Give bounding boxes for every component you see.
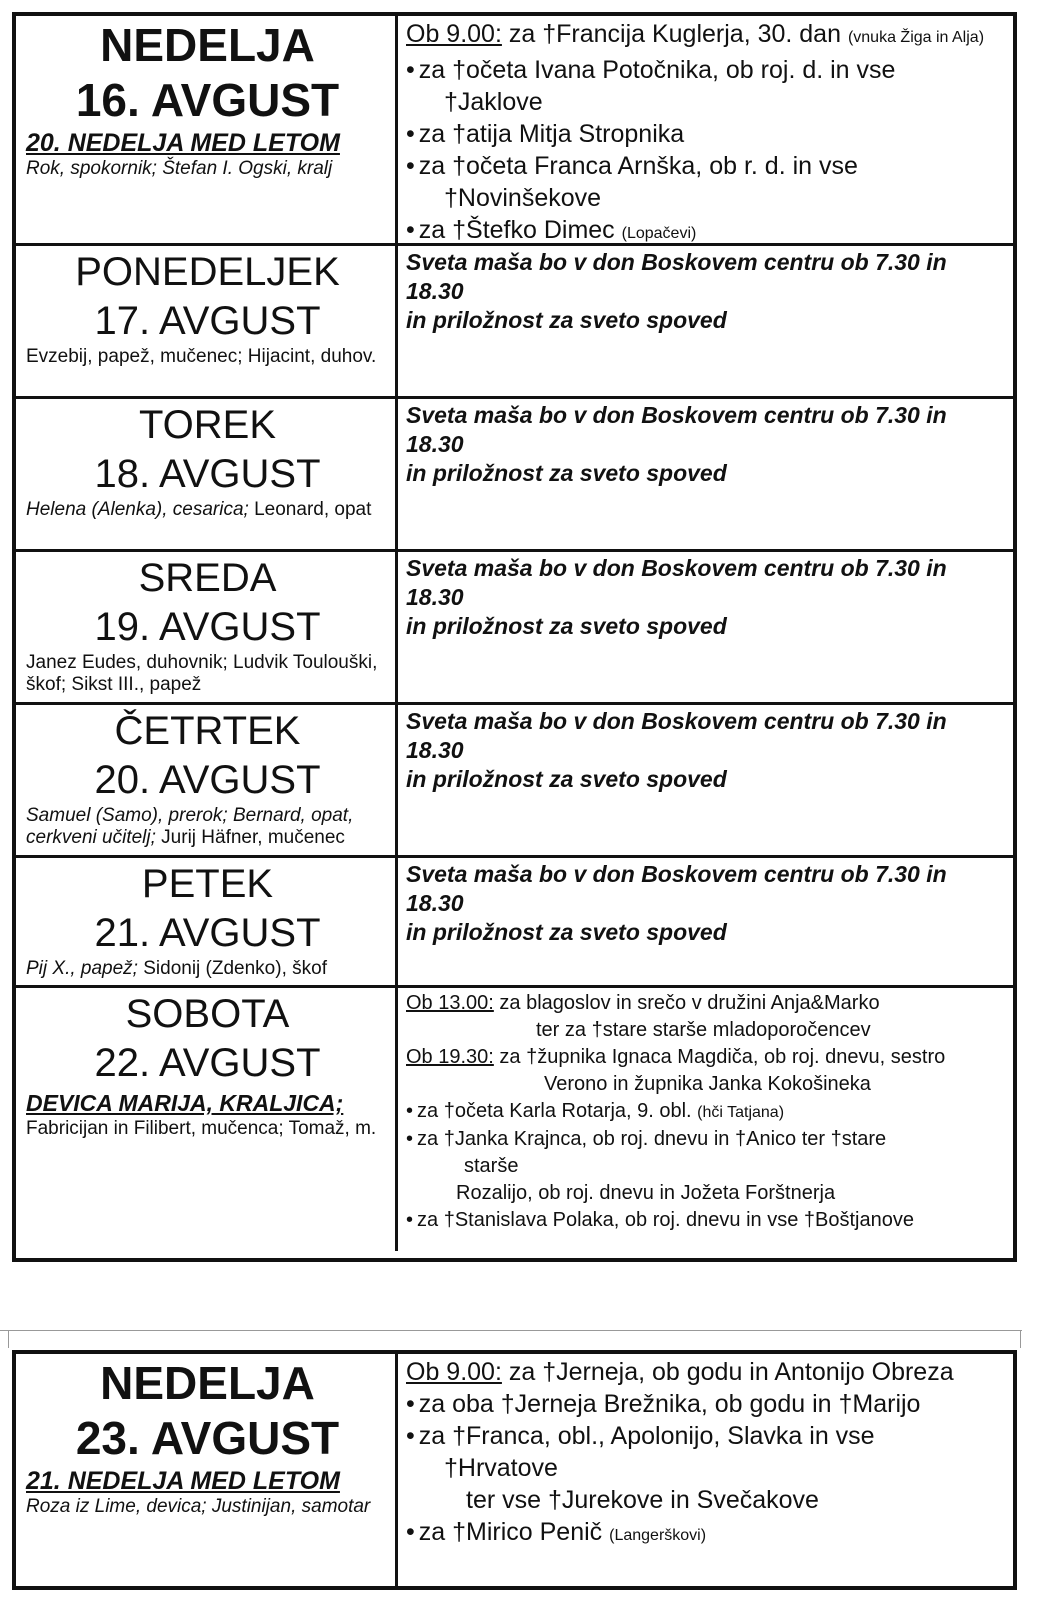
day-cell (16, 705, 398, 855)
mass-cell (398, 1354, 1013, 1586)
mass-line: • za †očeta Karla Rotarja, 9. obl. (hči Tatjana) (406, 1098, 1007, 1126)
saints-of-day: Roza iz Lime, devica; Justinijan, samotar (26, 1496, 371, 1517)
mass-line: Ob 13.00: za blagoslov in srečo v družini Anja&Marko (406, 992, 880, 1014)
feast-title: 21. NEDELJA MED LETOM (26, 1467, 340, 1495)
day-date: 16. AVGUST (75, 74, 340, 126)
mass-schedule-table-next (12, 1350, 1017, 1590)
mass-cell (398, 552, 1013, 702)
confession-line: in priložnost za sveto spoved (406, 307, 727, 333)
mass-cell (398, 988, 1013, 1251)
mass-time: Ob 19.30: (406, 1046, 494, 1068)
confession-line: in priložnost za sveto spoved (406, 919, 727, 945)
day-name: NEDELJA (100, 1357, 315, 1409)
day-date: 20. AVGUST (94, 758, 321, 802)
mass-line: ter vse †Jurekove in Svečakove (466, 1486, 819, 1514)
day-cell (16, 858, 398, 985)
mass-line: Sveta maša bo v don Boskovem centru ob 7.30 in 18.30 (406, 402, 947, 457)
mass-line: starše (464, 1155, 519, 1177)
day-date: 19. AVGUST (94, 605, 321, 649)
mass-line: • za oba †Jerneja Brežnika, ob godu in †Marijo (406, 1388, 1007, 1420)
saints-of-day: Fabricijan in Filibert, mučenca; Tomaž, m. (26, 1118, 377, 1139)
day-name: NEDELJA (100, 19, 315, 71)
table-row (16, 1354, 1013, 1586)
confession-line: in priložnost za sveto spoved (406, 766, 727, 792)
day-date: 22. AVGUST (94, 1041, 321, 1085)
mass-donor-note: (hči Tatjana) (697, 1104, 785, 1121)
day-date: 17. AVGUST (94, 299, 321, 343)
table-row (16, 16, 1013, 246)
mass-cell (398, 16, 1013, 243)
mass-line: Sveta maša bo v don Boskovem centru ob 7.30 in 18.30 (406, 861, 947, 916)
confession-line: in priložnost za sveto spoved (406, 460, 727, 486)
mass-line: Ob 9.00: za †Francija Kuglerja, 30. dan (vnuka Žiga in Alja) (406, 20, 985, 48)
mass-line: Sveta maša bo v don Boskovem centru ob 7.30 in 18.30 (406, 708, 947, 763)
feast-title: 20. NEDELJA MED LETOM (26, 129, 340, 157)
day-name: ČETRTEK (114, 709, 301, 753)
saints-of-day: Rok, spokornik; Štefan I. Ogski, kralj (26, 158, 333, 179)
mass-time: Ob 9.00: (406, 1358, 502, 1386)
mass-line: †Jaklove (444, 88, 543, 116)
day-cell (16, 988, 398, 1251)
mass-time: Ob 9.00: (406, 20, 502, 48)
mass-line: • za †očeta Ivana Potočnika, ob roj. d. in vse (406, 54, 1007, 86)
day-cell (16, 16, 398, 243)
mass-cell (398, 705, 1013, 855)
saints-of-day: Helena (Alenka), cesarica; Leonard, opat (26, 499, 372, 520)
day-name: PONEDELJEK (75, 250, 340, 294)
page-separator-tick (8, 1330, 9, 1348)
day-name: SREDA (138, 556, 277, 600)
mass-cell (398, 246, 1013, 396)
saints-of-day: Janez Eudes, duhovnik; Ludvik Toulouški, škof; Sikst III., papež (26, 652, 378, 695)
mass-donor-note: (Langerškovi) (609, 1527, 707, 1544)
table-row (16, 399, 1013, 552)
mass-time: Ob 13.00: (406, 992, 494, 1014)
mass-line: ter za †stare starše mladoporočencev (536, 1019, 871, 1041)
confession-line: in priložnost za sveto spoved (406, 613, 727, 639)
table-row (16, 705, 1013, 858)
mass-line: • za †Franca, obl., Apolonijo, Slavka in vse (406, 1420, 1007, 1452)
day-cell (16, 1354, 398, 1586)
mass-line: Ob 9.00: za †Jerneja, ob godu in Antonijo Obreza (406, 1358, 954, 1386)
saints-of-day: Samuel (Samo), prerok; Bernard, opat, cerkveni učitelj; Jurij Häfner, mučenec (26, 805, 354, 848)
mass-line: Sveta maša bo v don Boskovem centru ob 7.30 in 18.30 (406, 555, 947, 610)
mass-donor-note: (Lopačevi) (621, 225, 697, 242)
day-date: 21. AVGUST (94, 911, 321, 955)
page-separator (0, 1330, 1022, 1331)
table-row (16, 988, 1013, 1251)
table-row (16, 246, 1013, 399)
mass-line: • za †Štefko Dimec (Lopačevi) (406, 214, 1007, 243)
feast-title: DEVICA MARIJA, KRALJICA; (26, 1090, 344, 1116)
day-date: 23. AVGUST (75, 1412, 340, 1464)
mass-line: • za †Mirico Penič (Langerškovi) (406, 1516, 1007, 1552)
day-cell (16, 399, 398, 549)
mass-line: Rozalijo, ob roj. dnevu in Jožeta Forštnerja (456, 1182, 836, 1204)
day-name: TOREK (138, 403, 277, 447)
mass-line: • za †atija Mitja Stropnika (406, 118, 1007, 150)
day-name: SOBOTA (125, 992, 290, 1036)
mass-cell (398, 858, 1013, 985)
mass-donor-note: (vnuka Žiga in Alja) (847, 29, 985, 46)
day-name: PETEK (141, 862, 274, 906)
mass-line: †Hrvatove (444, 1454, 558, 1482)
table-row (16, 552, 1013, 705)
page-separator-tick (1020, 1330, 1021, 1348)
table-row (16, 858, 1013, 988)
day-cell (16, 552, 398, 702)
mass-line: • za †Stanislava Polaka, ob roj. dnevu in vse †Boštjanove (406, 1207, 1007, 1234)
mass-schedule-table (12, 12, 1017, 1262)
mass-line: Ob 19.30: za †župnika Ignaca Magdiča, ob roj. dnevu, sestro (406, 1046, 946, 1068)
mass-line: †Novinšekove (444, 184, 602, 212)
mass-line: Verono in župnika Janka Kokošineka (544, 1073, 871, 1095)
day-cell (16, 246, 398, 396)
day-date: 18. AVGUST (94, 452, 321, 496)
mass-line: • za †Janka Krajnca, ob roj. dnevu in †Anico ter †stare (406, 1126, 1007, 1153)
saints-of-day: Evzebij, papež, mučenec; Hijacint, duhov. (26, 346, 377, 367)
mass-line: Sveta maša bo v don Boskovem centru ob 7.30 in 18.30 (406, 249, 947, 304)
mass-cell (398, 399, 1013, 549)
saints-of-day: Pij X., papež; Sidonij (Zdenko), škof (26, 958, 327, 979)
mass-line: • za †očeta Franca Arnška, ob r. d. in vse (406, 150, 1007, 182)
